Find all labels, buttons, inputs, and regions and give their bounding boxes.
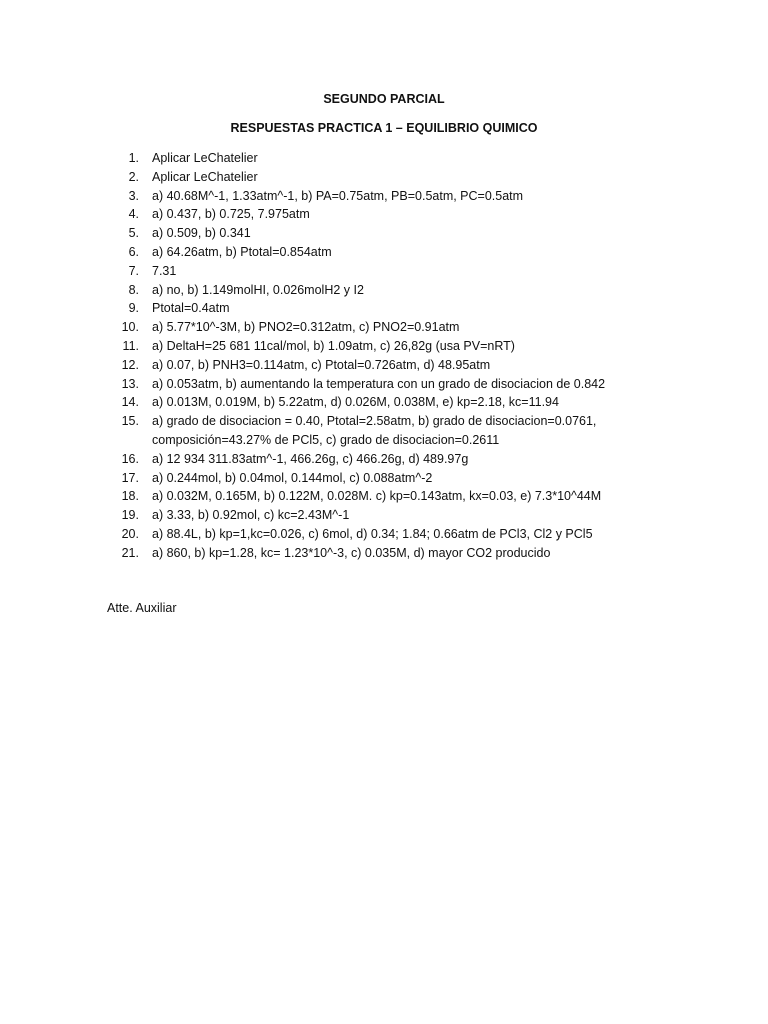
answer-number: 20. <box>121 526 139 541</box>
answer-text: a) grado de disociacion = 0.40, Ptotal=2.58atm, b) grado de disociacion=0.0761, composición=43.27% de PCl5, c) grado de disociacion=0.2611 <box>152 414 597 447</box>
answer-text: a) 12 934 311.83atm^-1, 466.26g, c) 466.26g, d) 489.97g <box>152 451 469 466</box>
answer-number: 17. <box>121 470 139 485</box>
answer-text: a) 5.77*10^-3M, b) PNO2=0.312atm, c) PNO2=0.91atm <box>152 320 460 335</box>
answer-text: a) 0.013M, 0.019M, b) 5.22atm, d) 0.026M, 0.038M, e) kp=2.18, kc=11.94 <box>152 395 559 410</box>
answer-item <box>0 356 622 375</box>
answer-item <box>0 506 622 525</box>
answer-text: 7.31 <box>152 263 177 278</box>
answer-item <box>0 337 622 356</box>
answer-item <box>0 205 622 224</box>
answer-number: 12. <box>121 357 139 372</box>
answer-number: 10. <box>121 320 139 335</box>
document-subtitle: RESPUESTAS PRACTICA 1 – EQUILIBRIO QUIMICO <box>230 121 538 135</box>
answer-item <box>0 262 622 281</box>
answer-number: 15. <box>121 414 139 429</box>
answer-text: a) 0.032M, 0.165M, b) 0.122M, 0.028M. c) kp=0.143atm, kx=0.03, e) 7.3*10^44M <box>152 489 602 504</box>
answer-item <box>0 469 622 488</box>
signature: Atte. Auxiliar <box>107 601 177 615</box>
answer-item <box>0 525 622 544</box>
answers-list <box>0 149 768 563</box>
answer-text: a) 64.26atm, b) Ptotal=0.854atm <box>152 244 332 259</box>
answer-number: 8. <box>128 282 139 297</box>
answer-text: a) 3.33, b) 0.92mol, c) kc=2.43M^-1 <box>152 508 350 523</box>
answer-text: Ptotal=0.4atm <box>152 301 230 316</box>
answer-number: 14. <box>121 395 139 410</box>
answer-text: Aplicar LeChatelier <box>152 169 258 184</box>
answer-item <box>0 243 622 262</box>
answer-text: a) 860, b) kp=1.28, kc= 1.23*10^-3, c) 0.035M, d) mayor CO2 producido <box>152 545 551 560</box>
answer-item <box>0 393 622 412</box>
answer-text: a) 0.053atm, b) aumentando la temperatura con un grado de disociacion de 0.842 <box>152 376 606 391</box>
answer-item <box>0 281 622 300</box>
answer-number: 7. <box>128 263 139 278</box>
answer-text: a) 0.07, b) PNH3=0.114atm, c) Ptotal=0.726atm, d) 48.95atm <box>152 357 491 372</box>
answer-item <box>0 224 622 243</box>
answer-number: 5. <box>128 226 139 241</box>
answer-number: 21. <box>121 545 139 560</box>
answer-number: 3. <box>128 188 139 203</box>
answer-item <box>0 487 622 506</box>
answer-text: a) 0.437, b) 0.725, 7.975atm <box>152 207 310 222</box>
answer-number: 2. <box>128 169 139 184</box>
answer-item <box>0 187 622 206</box>
answer-text: a) no, b) 1.149molHI, 0.026molH2 y I2 <box>152 282 364 297</box>
answer-text: a) 0.244mol, b) 0.04mol, 0.144mol, c) 0.088atm^-2 <box>152 470 433 485</box>
answer-text: a) 0.509, b) 0.341 <box>152 226 251 241</box>
answer-number: 1. <box>128 151 139 165</box>
answer-item <box>0 544 622 563</box>
answer-number: 16. <box>121 451 139 466</box>
answer-number: 13. <box>121 376 139 391</box>
document-title: SEGUNDO PARCIAL <box>323 92 445 106</box>
answer-item <box>0 375 622 394</box>
answer-item <box>0 450 622 469</box>
answer-item <box>0 318 622 337</box>
answer-number: 4. <box>128 207 139 222</box>
answer-number: 6. <box>128 244 139 259</box>
answer-text: Aplicar LeChatelier <box>152 151 258 165</box>
answer-item <box>0 168 622 187</box>
answer-number: 19. <box>121 508 139 523</box>
answer-text: a) 88.4L, b) kp=1,kc=0.026, c) 6mol, d) 0.34; 1.84; 0.66atm de PCl3, Cl2 y PCl5 <box>152 526 593 541</box>
answer-text: a) DeltaH=25 681 11cal/mol, b) 1.09atm, c) 26,82g (usa PV=nRT) <box>152 338 515 353</box>
answer-item <box>0 149 622 168</box>
answer-number: 9. <box>128 301 139 316</box>
answer-number: 11. <box>122 338 139 353</box>
answer-text: a) 40.68M^-1, 1.33atm^-1, b) PA=0.75atm, PB=0.5atm, PC=0.5atm <box>152 188 524 203</box>
answer-item <box>0 412 622 450</box>
answer-number: 18. <box>121 489 139 504</box>
answer-item <box>0 299 622 318</box>
